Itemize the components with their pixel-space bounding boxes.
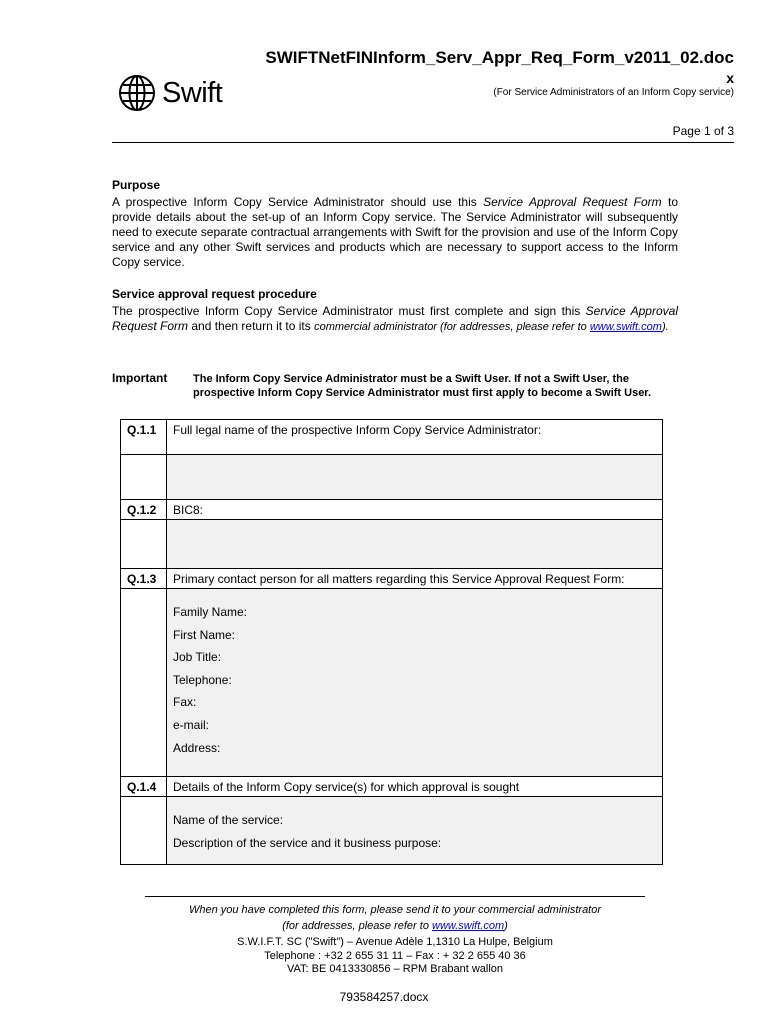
important-notice: The Inform Copy Service Administrator must be a Swift User. If not a Swift User, the prospective Inform Copy Service Administrator must first apply to become a Swift User. — [193, 373, 652, 399]
question-text: Primary contact person for all matters regarding this Service Approval Request Form: — [167, 569, 663, 589]
fax-label: Fax: — [173, 695, 197, 710]
question-row — [121, 500, 663, 520]
question-row — [121, 777, 663, 797]
purpose-heading: Purpose — [112, 178, 161, 192]
first-name-label: First Name: — [173, 627, 236, 642]
service-details-answer-field[interactable] — [167, 797, 663, 865]
legal-name-answer-field[interactable] — [167, 455, 663, 500]
logo-text: Swift — [162, 76, 223, 109]
page-number: Page 1 of 3 — [672, 124, 734, 138]
footer-filename: 793584257.docx — [339, 990, 429, 1004]
service-description-label: Description of the service and it business purpose: — [173, 835, 442, 850]
service-name-label: Name of the service: — [173, 813, 284, 827]
question-text: BIC8: — [167, 500, 663, 520]
telephone-label: Telephone: — [173, 672, 232, 687]
question-number: Q.1.3 — [121, 569, 167, 589]
contact-person-answer-field[interactable] — [167, 589, 663, 777]
question-number: Q.1.4 — [121, 777, 167, 797]
answer-row — [121, 520, 663, 569]
answer-row — [121, 797, 663, 865]
footer-phone-fax: Telephone : +32 2 655 31 11 – Fax : + 32 2 655 40 36 — [264, 950, 526, 962]
question-text: Full legal name of the prospective Inform Copy Service Administrator: — [167, 420, 663, 455]
purpose-paragraph: A prospective Inform Copy Service Administrator should use this Service Approval Request Form to provide details about the set-up of an Inform Copy service. The Service Administrator will subsequently need to execute separate contractual arrangements with Swift for the provision and use of the Inform Copy service and any other Swift services and products which are necessary to support access to the Inform Copy service. — [112, 195, 679, 269]
document-title: SWIFTNetFINInform_Serv_Appr_Req_Form_v2011_02.doc — [265, 48, 734, 67]
question-row — [121, 569, 663, 589]
important-label: Important — [112, 371, 168, 385]
document-title-suffix: x — [726, 70, 734, 86]
footer-divider — [145, 896, 645, 897]
swift-website-link[interactable]: www.swift.com — [589, 321, 662, 333]
answer-row — [121, 589, 663, 777]
footer-instruction: When you have completed this form, please send it to your commercial administrator — [188, 904, 602, 916]
question-number: Q.1.1 — [121, 420, 167, 455]
question-row — [121, 420, 663, 455]
footer-vat: VAT: BE 0413330856 – RPM Brabant wallon — [286, 963, 504, 975]
answer-row — [121, 455, 663, 500]
footer-swift-link[interactable]: www.swift.com — [432, 920, 505, 932]
procedure-paragraph: The prospective Inform Copy Service Administrator must first complete and sign this Service Approval Request Form and then return it to its commercial administrator (for addresses, please refer to www.swift.com). — [112, 304, 678, 333]
document-subtitle: (For Service Administrators of an Inform Copy service) — [493, 87, 734, 98]
approval-request-form — [120, 419, 663, 865]
swift-logo — [118, 74, 222, 112]
footer-company-address: S.W.I.F.T. SC ("Swift") – Avenue Adèle 1,1310 La Hulpe, Belgium — [237, 936, 553, 948]
family-name-label: Family Name: — [173, 605, 248, 619]
bic8-answer-field[interactable] — [167, 520, 663, 569]
header-divider — [112, 142, 734, 143]
question-number: Q.1.2 — [121, 500, 167, 520]
address-label: Address: — [173, 740, 221, 755]
job-title-label: Job Title: — [173, 650, 222, 665]
procedure-heading: Service approval request procedure — [112, 287, 317, 301]
question-text: Details of the Inform Copy service(s) for which approval is sought — [167, 777, 663, 797]
email-label: e-mail: — [173, 717, 210, 732]
globe-icon — [118, 74, 156, 112]
footer-address-reference: (for addresses, please refer to www.swift.com) — [282, 920, 508, 932]
